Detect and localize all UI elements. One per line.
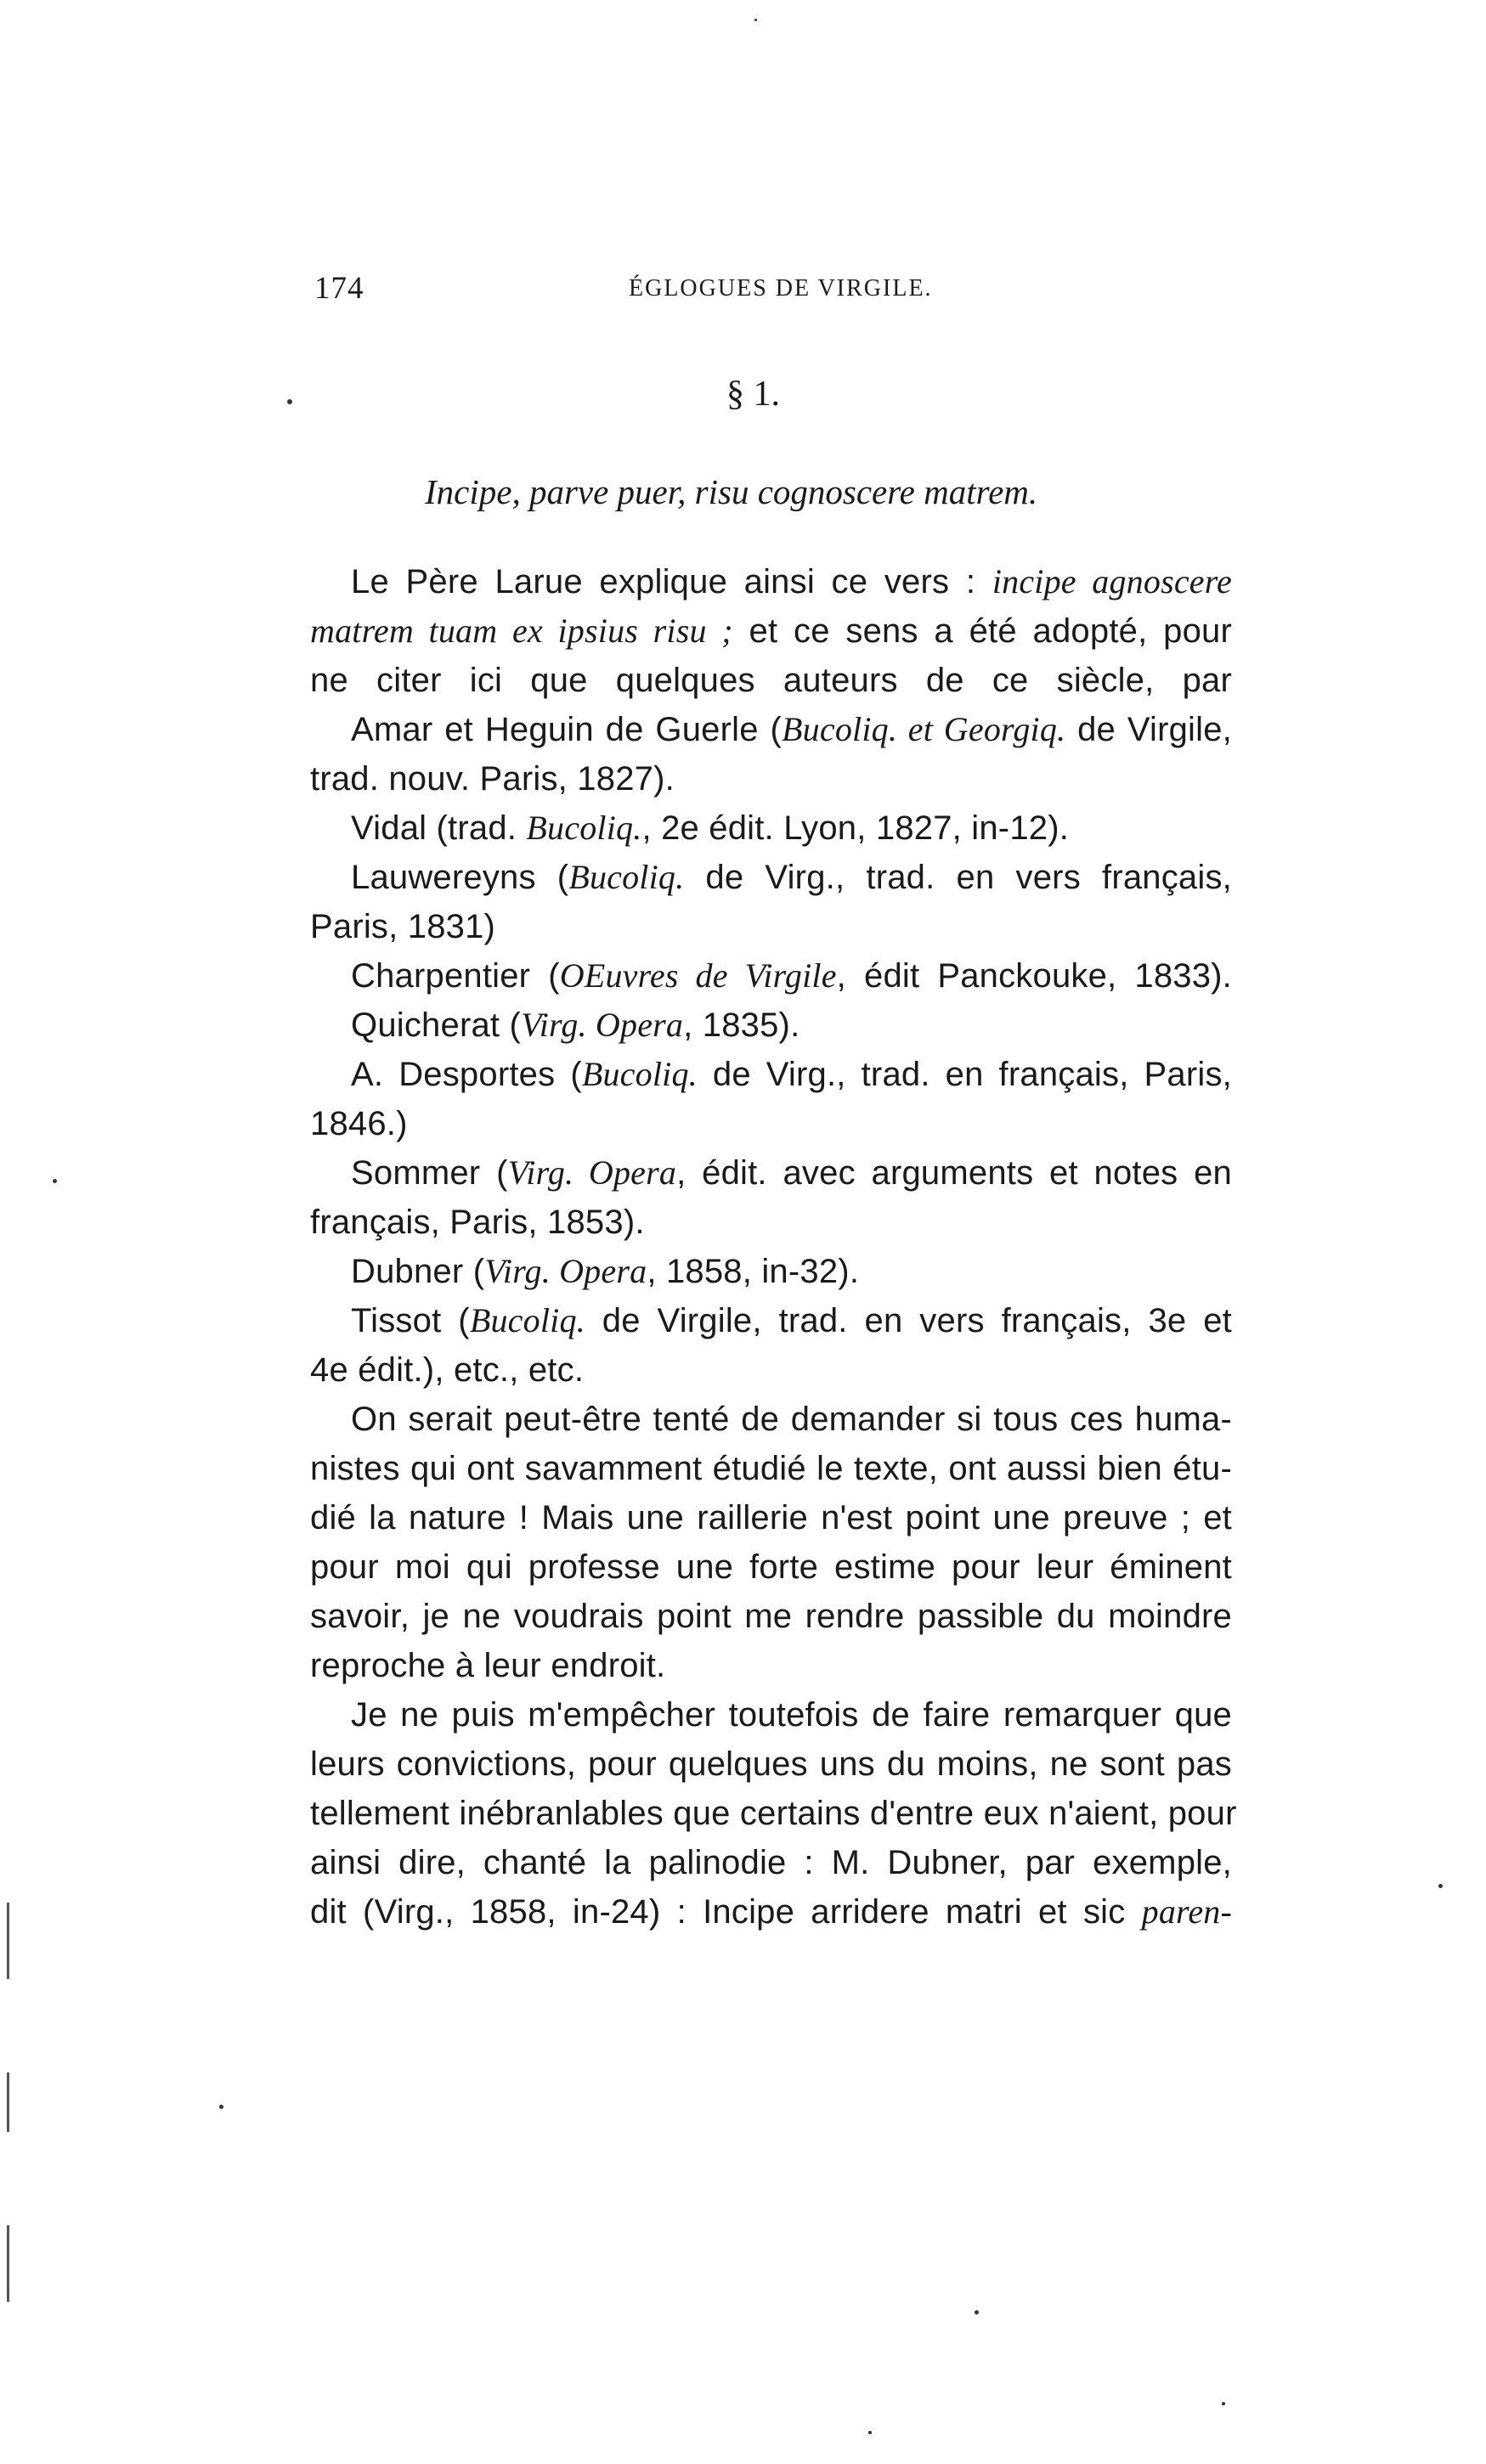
text-line	[310, 1247, 1232, 1296]
text-run: Charpentier (	[351, 957, 560, 995]
text-line	[310, 1739, 1232, 1789]
text-line	[310, 1099, 1232, 1148]
running-header	[314, 270, 1232, 313]
text-run: Dubner (	[351, 1253, 485, 1290]
text-run: , édit. avec arguments et notes en	[676, 1154, 1232, 1192]
italic-text: Bucoliq.	[581, 1055, 698, 1093]
text-run: , 1835).	[683, 1006, 800, 1044]
text-run: Lauwereyns (	[351, 859, 569, 896]
italic-text: Bucoliq. et Georgiq.	[782, 710, 1066, 748]
text-run: et ce sens a été adopté, pour	[732, 612, 1232, 650]
text-line	[310, 1444, 1232, 1493]
scan-speck	[975, 2310, 979, 2315]
scan-speck	[219, 2105, 223, 2109]
text-run: savoir, je ne voudrais point me rendre passible du moindre	[310, 1598, 1232, 1635]
italic-text: OEuvres de Virgile	[559, 956, 837, 995]
text-run: Sommer (	[351, 1154, 508, 1192]
text-line	[310, 902, 1232, 951]
text-line	[310, 1592, 1232, 1641]
text-line	[310, 1690, 1232, 1739]
scan-speck	[287, 399, 292, 404]
text-line	[310, 1198, 1232, 1247]
running-title: ÉGLOGUES DE VIRGILE.	[629, 275, 933, 302]
scan-edge-mark	[7, 1903, 9, 1979]
text-run: Amar et Heguin de Guerle (	[351, 711, 783, 748]
text-line	[310, 557, 1232, 606]
text-run: leurs convictions, pour quelques uns du moins, ne sont pas	[310, 1745, 1232, 1783]
text-line	[310, 1789, 1237, 1838]
scan-speck	[1222, 2402, 1225, 2405]
scan-speck	[868, 2431, 872, 2434]
text-run: Le Père Larue explique ainsi ce vers :	[351, 563, 992, 600]
text-line	[310, 803, 1232, 853]
scan-speck	[53, 1179, 57, 1183]
text-line	[310, 606, 1232, 656]
italic-text: Bucoliq.	[526, 809, 642, 847]
text-run: de Virg., trad. en français, Paris,	[697, 1056, 1232, 1093]
text-run: de Virg., trad. en vers français,	[684, 859, 1232, 896]
italic-text: Bucoliq.	[568, 858, 685, 896]
scan-speck	[754, 19, 757, 21]
text-run: 1846.)	[310, 1105, 408, 1142]
text-run: nistes qui ont savamment étudié le texte, ont aussi bien étu-	[310, 1450, 1232, 1487]
text-run: Je ne puis m'empêcher toutefois de faire remarquer que	[351, 1696, 1232, 1734]
text-run: , 1858, in-32).	[647, 1253, 860, 1290]
text-run: de Virgile,	[1065, 711, 1232, 748]
text-run: de Virgile, trad. en vers français, 3e et	[585, 1302, 1233, 1339]
text-line	[310, 951, 1232, 1001]
text-run: On serait peut-être tenté de demander si tous ces huma-	[351, 1401, 1232, 1438]
text-line	[310, 1296, 1232, 1345]
italic-text: Virg. Opera	[521, 1006, 684, 1044]
italic-text: Bucoliq.	[469, 1301, 585, 1339]
italic-text: incipe agnoscere	[992, 562, 1232, 600]
text-line	[310, 1395, 1232, 1444]
scan-speck	[1438, 1884, 1443, 1888]
italic-text: Virg. Opera	[507, 1153, 677, 1192]
text-run: ainsi dire, chanté la palinodie : M. Dubner, par exemple,	[310, 1844, 1232, 1881]
text-run: trad. nouv. Paris, 1827).	[310, 760, 675, 798]
text-line	[310, 754, 1232, 803]
text-run: français, Paris, 1853).	[310, 1204, 645, 1241]
text-run: A. Desportes (	[351, 1056, 582, 1093]
text-line	[310, 1542, 1232, 1592]
text-line	[310, 1148, 1232, 1198]
text-line	[310, 656, 1232, 705]
italic-text: Virg. Opera	[484, 1252, 647, 1290]
text-run: ne citer ici que quelques auteurs de ce siècle, par	[310, 662, 1232, 699]
text-run: Paris, 1831)	[310, 908, 496, 945]
italic-text: paren-	[1141, 1892, 1232, 1931]
text-line	[310, 1493, 1232, 1542]
text-line	[310, 1838, 1232, 1887]
scan-edge-mark	[7, 2072, 9, 2132]
text-run: reproche à leur endroit.	[310, 1647, 666, 1684]
scan-edge-mark	[7, 2225, 9, 2302]
italic-text: matrem tuam ex ipsius risu ;	[310, 612, 733, 650]
text-line	[310, 705, 1232, 754]
epigraph-verse: Incipe, parve puer, risu cognoscere matrem.	[425, 472, 1038, 511]
text-run: , édit Panckouke, 1833).	[836, 957, 1232, 995]
text-run: , 2e édit. Lyon, 1827, in-12).	[641, 809, 1070, 847]
text-line	[310, 853, 1232, 902]
text-run: 4e édit.), etc., etc.	[310, 1351, 585, 1389]
text-line	[310, 1887, 1232, 1937]
text-run: tellement inébranlables que certains d'entre eux n'aient, pour	[310, 1795, 1237, 1832]
text-run: dié la nature ! Mais une raillerie n'est point une preuve ; et	[310, 1499, 1232, 1536]
text-run: Quicherat (	[351, 1006, 522, 1044]
text-line	[310, 1641, 1232, 1690]
text-run: Tissot (	[351, 1302, 470, 1339]
page-number: 174	[314, 271, 364, 306]
text-run: pour moi qui professe une forte estime pour leur éminent	[310, 1548, 1232, 1586]
body-text	[310, 557, 1237, 1937]
text-run: dit (Virg., 1858, in-24) : Incipe arridere matri et sic	[310, 1893, 1142, 1931]
text-line	[310, 1050, 1232, 1099]
text-line	[310, 1345, 1232, 1395]
text-line	[310, 1001, 1232, 1050]
section-heading: § 1.	[726, 375, 780, 414]
text-run: Vidal (trad.	[351, 809, 527, 847]
